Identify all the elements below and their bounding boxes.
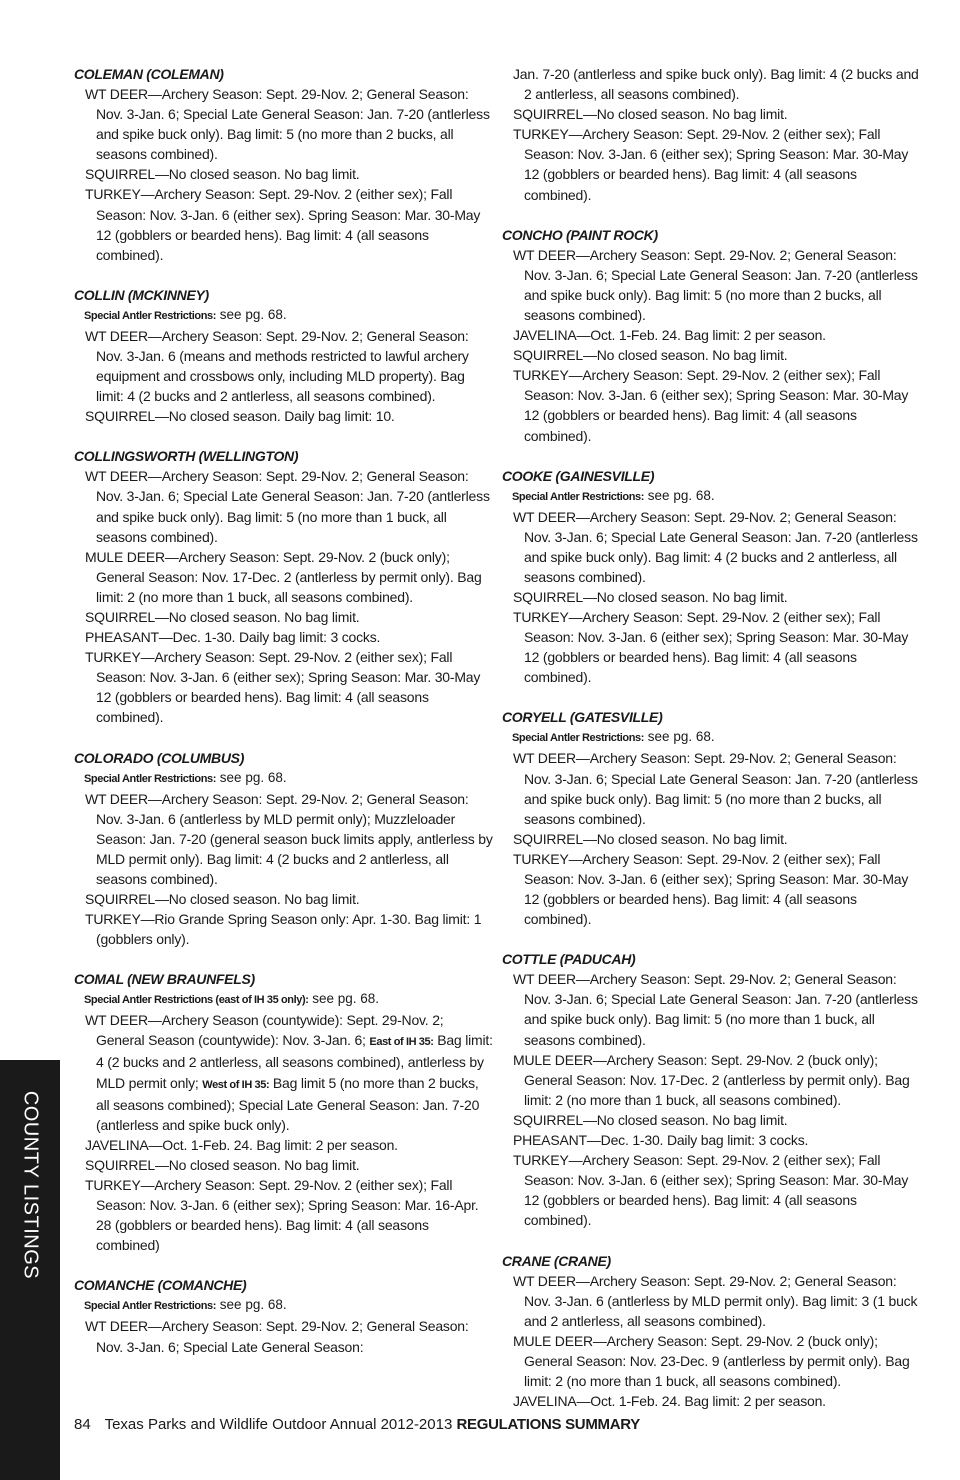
regulation-entry: WT DEER—Archery Season: Sept. 29-Nov. 2; General Season: Nov. 3-Jan. 6; Special Late General Season: Jan. 7-20 (antlerless and spike buck only). Bag limit: 5 (no more than 1 buck, all seasons combined). [513, 971, 918, 1048]
restriction-text: see pg. 68. [644, 487, 715, 503]
regulation-entry: TURKEY—Archery Season: Sept. 29-Nov. 2 (either sex); Fall Season: Nov. 3-Jan. 6 (either sex); Spring Season: Mar. 30-May 12 (gobblers or bearded hens). Bag limit: 4 (all seasons combined). [85, 649, 481, 726]
regulation-entry: WT DEER—Archery Season: Sept. 29-Nov. 2; General Season: Nov. 3-Jan. 6; Special Late General Season: [85, 1318, 469, 1355]
publication-title: Texas Parks and Wildlife Outdoor Annual 2012-2013 [104, 1416, 453, 1433]
regulation-entry: SQUIRREL—No closed season. Daily bag limit: 10. [85, 408, 395, 425]
regulation-entry: SQUIRREL—No closed season. No bag limit. [85, 891, 360, 907]
regulation-entry: SQUIRREL—No closed season. No bag limit. [85, 1156, 360, 1173]
regulation-entry: Jan. 7-20 (antlerless and spike buck only). Bag limit: 4 (2 bucks and 2 antlerless, all seasons combined). [513, 66, 919, 103]
regulation-entry: SQUIRREL—No closed season. No bag limit. [513, 588, 788, 605]
regulation-entry: TURKEY—Archery Season: Sept. 29-Nov. 2 (either sex); Fall Season: Nov. 3-Jan. 6 (either sex); Spring Season: Mar. 30-May 12 (gobblers or bearded hens). Bag limit: 4 (all seasons combined). [513, 126, 909, 203]
entry-text: Bag limit: 4 (2 bucks and 2 antlerless, all seasons combined), antlerless by MLD permit only; [96, 1032, 493, 1091]
regulation-entry: WT DEER—Archery Season: Sept. 29-Nov. 2; General Season: Nov. 3-Jan. 6 (antlerless by MLD permit only). Bag limit: 3 (1 buck and 2 antlerless, all seasons combined). [513, 1272, 918, 1329]
regulation-entry: MULE DEER—Archery Season: Sept. 29-Nov. 2 (buck only); General Season: Nov. 17-Dec. 2 (antlerless by permit only). Bag limit: 2 (no more than 1 buck, all seasons combined). [85, 548, 482, 605]
regulation-entry: TURKEY—Archery Season: Sept. 29-Nov. 2 (either sex); Fall Season: Nov. 3-Jan. 6 (either sex); Spring Season: Mar. 30-May 12 (gobblers or bearded hens). Bag limit: 4 (all seasons combined). [513, 367, 909, 444]
county-block [502, 949, 922, 1230]
left-column [74, 64, 494, 1377]
restriction-text: see pg. 68. [216, 769, 287, 785]
antler-restriction-note [74, 989, 494, 1010]
county-title: COMANCHE (COMANCHE) [74, 1277, 247, 1294]
regulation-entry: PHEASANT—Dec. 1-30. Daily bag limit: 3 cocks. [85, 629, 381, 646]
restriction-text: see pg. 68. [644, 729, 715, 745]
regulation-entry: TURKEY—Archery Season: Sept. 29-Nov. 2 (either sex); Fall Season: Nov. 3-Jan. 6 (either sex); Spring Season: Mar. 30-May 12 (gobblers or bearded hens). Bag limit: 4 (all seasons combined). [513, 1152, 909, 1229]
section-title: REGULATIONS SUMMARY [456, 1416, 640, 1433]
restriction-text: see pg. 68. [216, 1297, 287, 1313]
county-title: COMAL (NEW BRAUNFELS) [74, 971, 255, 988]
antler-restriction-note [502, 727, 922, 748]
regulation-entry: PHEASANT—Dec. 1-30. Daily bag limit: 3 cocks. [513, 1132, 809, 1149]
county-block [502, 64, 922, 205]
regulation-entry: TURKEY—Archery Season: Sept. 29-Nov. 2 (either sex); Fall Season: Nov. 3-Jan. 6 (either sex); Spring Season: Mar. 30-May 12 (gobblers or bearded hens). Bag limit: 4 (all seasons combined). [513, 609, 909, 686]
right-column [502, 64, 922, 1431]
county-title: COLEMAN (COLEMAN) [74, 66, 224, 82]
county-title: COLLIN (MCKINNEY) [74, 286, 209, 303]
antler-restriction-note [74, 305, 494, 326]
restriction-label: Special Antler Restrictions: [512, 732, 645, 745]
regulation-entry: WT DEER—Archery Season: Sept. 29-Nov. 2; General Season: Nov. 3-Jan. 6; Special Late General Season: Jan. 7-20 (antlerless and spike buck only). Bag limit: 5 (no more than 2 bucks, all seasons combined). [85, 86, 490, 163]
page-footer [74, 1416, 640, 1433]
regulation-entry: TURKEY—Archery Season: Sept. 29-Nov. 2 (either sex); Fall Season: Nov. 3-Jan. 6 (either sex); Spring Season: Mar. 16-Apr. 28 (gobblers or bearded hens). Bag limit: 4 (all seasons combined) [85, 1177, 479, 1254]
regulation-entry: SQUIRREL—No closed season. No bag limit. [85, 608, 360, 625]
restriction-label: Special Antler Restrictions: [84, 772, 217, 785]
regulation-entry: WT DEER—Archery Season: Sept. 29-Nov. 2; General Season: Nov. 3-Jan. 6; Special Late General Season: Jan. 7-20 (antlerless and spike buck only). Bag limit: 4 (2 bucks and 2 antlerless, all seasons combined). [513, 508, 918, 585]
restriction-text: see pg. 68. [308, 991, 380, 1007]
regulation-entry: TURKEY—Rio Grande Spring Season only: Apr. 1-30. Bag limit: 1 (gobblers only). [85, 911, 482, 948]
restriction-label: Special Antler Restrictions: [84, 309, 217, 322]
regulation-entry: SQUIRREL—No closed season. No bag limit. [85, 166, 360, 183]
restriction-text: see pg. 68. [216, 306, 287, 322]
county-title: CORYELL (GATESVILLE) [502, 709, 663, 726]
county-title: COOKE (GAINESVILLE) [502, 467, 655, 484]
regulation-entry: SQUIRREL—No closed season. No bag limit. [513, 106, 788, 123]
regulation-entry: TURKEY—Archery Season: Sept. 29-Nov. 2 (either sex); Fall Season: Nov. 3-Jan. 6 (either sex); Spring Season: Mar. 30-May 12 (gobblers or bearded hens). Bag limit: 4 (all seasons combined). [513, 850, 909, 928]
regulation-entry: SQUIRREL—No closed season. No bag limit. [513, 830, 788, 847]
regulation-entry: TURKEY—Archery Season: Sept. 29-Nov. 2 (either sex); Fall Season: Nov. 3-Jan. 6 (either sex). Spring Season: Mar. 30-May 12 (gobblers or bearded hens). Bag limit: 4 (all seasons combined). [85, 186, 481, 263]
inline-bold-label: West of IH 35: [202, 1078, 270, 1091]
page-number: 84 [74, 1416, 91, 1433]
regulation-entry: SQUIRREL—No closed season. No bag limit. [513, 347, 788, 364]
county-block [74, 1275, 494, 1356]
regulation-entry: MULE DEER—Archery Season: Sept. 29-Nov. 2 (buck only); General Season: Nov. 17-Dec. 2 (antlerless by permit only). Bag limit: 2 (no more than 1 buck, all seasons combined). [513, 1051, 910, 1108]
restriction-label: Special Antler Restrictions: [84, 1300, 217, 1313]
regulation-entry: WT DEER—Archery Season: Sept. 29-Nov. 2; General Season: Nov. 3-Jan. 6; Special Late General Season: Jan. 7-20 (antlerless and spike buck only). Bag limit: 5 (no more than 1 buck, all seasons combined). [85, 468, 490, 545]
county-block [502, 1251, 922, 1412]
entry-text: Bag limit 5 (no more than 2 bucks, all seasons combined); Special Late General Season: Jan. 7-20 (antlerless and spike buck only). [96, 1074, 480, 1133]
county-block [74, 285, 494, 426]
county-title: CONCHO (PAINT ROCK) [502, 226, 658, 243]
regulation-entry: WT DEER—Archery Season: Sept. 29-Nov. 2; General Season: Nov. 3-Jan. 6; Special Late General Season: Jan. 7-20 (antlerless and spike buck only). Bag limit: 5 (no more than 2 bucks, all seasons combined). [513, 246, 918, 323]
restriction-label: Special Antler Restrictions (east of IH 35 only): [84, 994, 309, 1007]
county-block [74, 64, 494, 265]
county-block [502, 707, 922, 929]
county-title: CRANE (CRANE) [502, 1252, 611, 1269]
county-block [502, 225, 922, 446]
county-title: COLORADO (COLUMBUS) [74, 749, 245, 766]
entry-text: WT DEER—Archery Season (countywide): Sept. 29-Nov. 2; General Season (countywide): Nov. 3-Jan. 6; [85, 1012, 444, 1049]
regulation-entry: MULE DEER—Archery Season: Sept. 29-Nov. 2 (buck only); General Season: Nov. 23-Dec. 9 (antlerless by permit only). Bag limit: 2 (no more than 1 buck, all seasons combined). [513, 1332, 910, 1389]
inline-bold-label: East of IH 35: [369, 1036, 434, 1049]
county-title: COTTLE (PADUCAH) [502, 951, 636, 968]
regulation-entry: JAVELINA—Oct. 1-Feb. 24. Bag limit: 2 per season. [513, 1393, 826, 1410]
county-title: COLLINGSWORTH (WELLINGTON) [74, 448, 299, 465]
side-tab-label: COUNTY LISTINGS [19, 1090, 42, 1280]
county-block [502, 466, 922, 688]
regulation-entry: WT DEER—Archery Season: Sept. 29-Nov. 2; General Season: Nov. 3-Jan. 6; Special Late General Season: Jan. 7-20 (antlerless and spike buck only). Bag limit: 5 (no more than 2 bucks, all seasons combined). [513, 750, 918, 827]
county-block [74, 969, 494, 1255]
antler-restriction-note [502, 486, 922, 507]
regulation-entry: JAVELINA—Oct. 1-Feb. 24. Bag limit: 2 per season. [513, 327, 826, 344]
regulation-entry: JAVELINA—Oct. 1-Feb. 24. Bag limit: 2 per season. [85, 1136, 398, 1153]
regulation-entry: SQUIRREL—No closed season. No bag limit. [513, 1111, 788, 1128]
antler-restriction-note [74, 1295, 494, 1316]
county-block [74, 446, 494, 727]
regulation-entry: WT DEER—Archery Season: Sept. 29-Nov. 2; General Season: Nov. 3-Jan. 6 (antlerless by MLD permit only); Muzzleloader Season: Jan. 7-20 (general season buck limits apply, antlerless by MLD permit only). Bag limit: 4 (2 bucks and 2 antlerless, all seasons combined). [85, 790, 493, 887]
antler-restriction-note [74, 768, 494, 789]
regulation-entry [74, 1010, 494, 1135]
county-block [74, 748, 494, 950]
regulation-entry: WT DEER—Archery Season: Sept. 29-Nov. 2; General Season: Nov. 3-Jan. 6 (means and methods restricted to lawful archery equipment and crossbows only, including MLD property). Bag limit: 4 (2 bucks and 2 antlerless, all seasons combined). [85, 327, 469, 405]
restriction-label: Special Antler Restrictions: [512, 490, 645, 503]
